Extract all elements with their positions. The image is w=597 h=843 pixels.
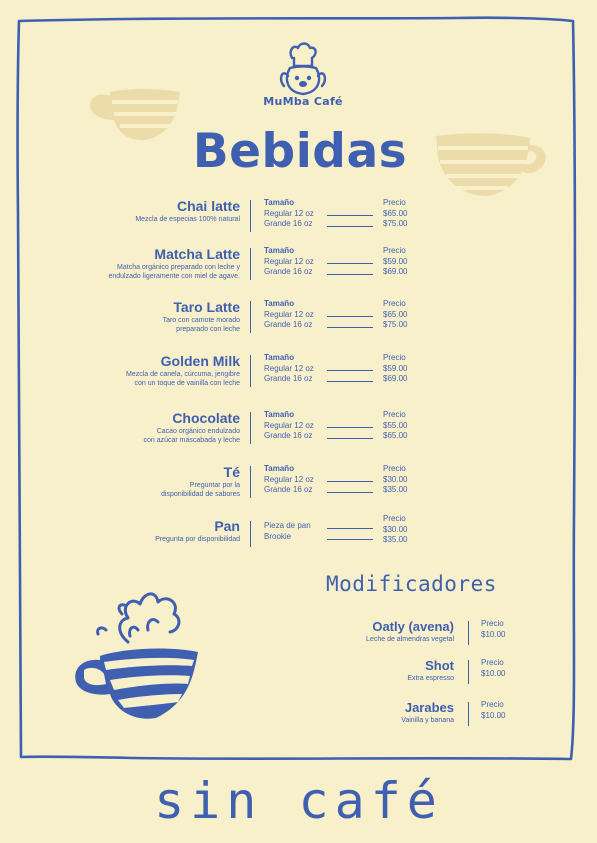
price-column — [481, 619, 505, 640]
price-header: Precio — [383, 514, 406, 523]
leader-line — [327, 274, 373, 275]
size-option: Grande 16 oz — [264, 431, 313, 440]
price-column — [383, 198, 407, 230]
leader-line — [327, 539, 373, 540]
price-header: Precio — [481, 658, 504, 667]
divider — [250, 200, 251, 232]
size-column — [264, 198, 314, 230]
size-header: Tamaño — [264, 410, 295, 419]
price-column — [383, 353, 407, 385]
coffee-cup-icon — [432, 130, 552, 200]
leader-line — [327, 381, 373, 382]
size-option: Regular 12 oz — [264, 309, 314, 319]
price-column — [383, 410, 407, 442]
price: $75.00 — [383, 320, 408, 329]
divider — [250, 301, 251, 333]
size-column — [264, 521, 311, 542]
drink-name: Pan — [214, 518, 240, 534]
modifier-description: Leche de almendras vegetal — [366, 636, 454, 643]
price-column — [383, 299, 407, 331]
leader-line — [327, 481, 373, 482]
size-header: Tamaño — [264, 353, 295, 362]
drink-name: Té — [223, 464, 240, 480]
price: $35.00 — [383, 535, 408, 544]
drink-description: Mezcla de especias 100% natural — [135, 216, 240, 223]
divider — [468, 660, 469, 684]
price: $59.00 — [383, 363, 408, 373]
price-header: Precio — [481, 700, 504, 709]
leader-line — [327, 528, 373, 529]
price: $35.00 — [383, 485, 408, 494]
size-option: Regular 12 oz — [264, 208, 314, 218]
leader-line — [327, 492, 373, 493]
modifier-name: Jarabes — [404, 700, 454, 715]
brand-name: MuMba Café — [263, 95, 343, 108]
drink-description: Taro con camote morado preparado con leche — [162, 317, 240, 333]
modifier-description: Vainilla y banana — [401, 717, 454, 724]
size-option: Pieza de pan — [264, 521, 311, 530]
size-header: Tamaño — [264, 299, 295, 308]
divider — [250, 466, 251, 498]
page-title: Bebidas — [192, 124, 408, 179]
size-column — [264, 246, 314, 278]
price: $59.00 — [383, 256, 408, 266]
price: $75.00 — [383, 219, 408, 228]
size-option: Grande 16 oz — [264, 219, 313, 228]
size-option: Brookie — [264, 531, 292, 541]
modifiers-title: Modificadores — [326, 572, 497, 596]
price: $30.00 — [383, 524, 408, 534]
divider — [250, 521, 251, 547]
footer-tagline: sin café — [154, 772, 443, 830]
price-header: Precio — [481, 619, 504, 628]
size-option: Regular 12 oz — [264, 363, 314, 373]
price-column — [383, 464, 407, 496]
price: $69.00 — [383, 374, 408, 383]
leader-line — [327, 438, 373, 439]
size-option: Grande 16 oz — [264, 485, 313, 494]
drink-description: Matcha orgánico preparado con leche y endulzado ligeramente con miel de agave. — [108, 264, 240, 280]
price-column — [383, 514, 407, 546]
divider — [468, 621, 469, 645]
price-header: Precio — [383, 410, 406, 419]
leader-line — [327, 263, 373, 264]
price-column — [383, 246, 407, 278]
leader-line — [327, 427, 373, 428]
divider — [250, 355, 251, 387]
drink-name: Matcha Latte — [154, 246, 240, 262]
price: $10.00 — [481, 629, 506, 639]
divider — [468, 702, 469, 726]
leader-line — [327, 215, 373, 216]
drink-description: Pregunta por disponibilidad — [155, 536, 240, 543]
price: $69.00 — [383, 267, 408, 276]
price-header: Precio — [383, 464, 406, 473]
size-header: Tamaño — [264, 464, 295, 473]
price-column — [481, 658, 505, 679]
price-header: Precio — [383, 299, 406, 308]
size-option: Grande 16 oz — [264, 320, 313, 329]
size-column — [264, 353, 314, 385]
size-option: Regular 12 oz — [264, 420, 314, 430]
price: $55.00 — [383, 420, 408, 430]
size-column — [264, 299, 314, 331]
price-header: Precio — [383, 246, 406, 255]
drink-name: Chai latte — [176, 198, 240, 214]
drink-name: Taro Latte — [173, 299, 240, 315]
leader-line — [327, 370, 373, 371]
modifier-name: Shot — [425, 658, 454, 673]
size-option: Regular 12 oz — [264, 474, 314, 484]
leader-line — [327, 226, 373, 227]
divider — [250, 248, 251, 280]
price: $65.00 — [383, 309, 408, 319]
steaming-cup-icon — [70, 572, 200, 722]
divider — [250, 412, 251, 444]
modifier-description: Extra espresso — [407, 675, 454, 682]
drink-description: Cacao orgánico endulzado con azúcar mascabada y leche — [143, 428, 240, 444]
modifier-name: Oatly (avena) — [372, 619, 454, 634]
price-header: Precio — [383, 353, 406, 362]
leader-line — [327, 316, 373, 317]
price: $65.00 — [383, 431, 408, 440]
price-column — [481, 700, 505, 721]
drink-name: Chocolate — [172, 410, 240, 426]
size-option: Grande 16 oz — [264, 374, 313, 383]
size-header: Tamaño — [264, 198, 295, 207]
size-column — [264, 410, 314, 442]
size-header: Tamaño — [264, 246, 295, 255]
drink-description: Mezcla de canela, cúrcuma, jengibre con un toque de vainilla con leche — [125, 371, 240, 387]
leader-line — [327, 327, 373, 328]
drink-description: Preguntar por la disponibilidad de sabores — [161, 482, 240, 498]
drink-name: Golden Milk — [160, 353, 240, 369]
price: $10.00 — [481, 668, 506, 678]
price: $10.00 — [481, 710, 506, 720]
size-option: Regular 12 oz — [264, 256, 314, 266]
price-header: Precio — [383, 198, 406, 207]
size-option: Grande 16 oz — [264, 267, 313, 276]
size-column — [264, 464, 314, 496]
price: $65.00 — [383, 208, 408, 218]
price: $30.00 — [383, 474, 408, 484]
